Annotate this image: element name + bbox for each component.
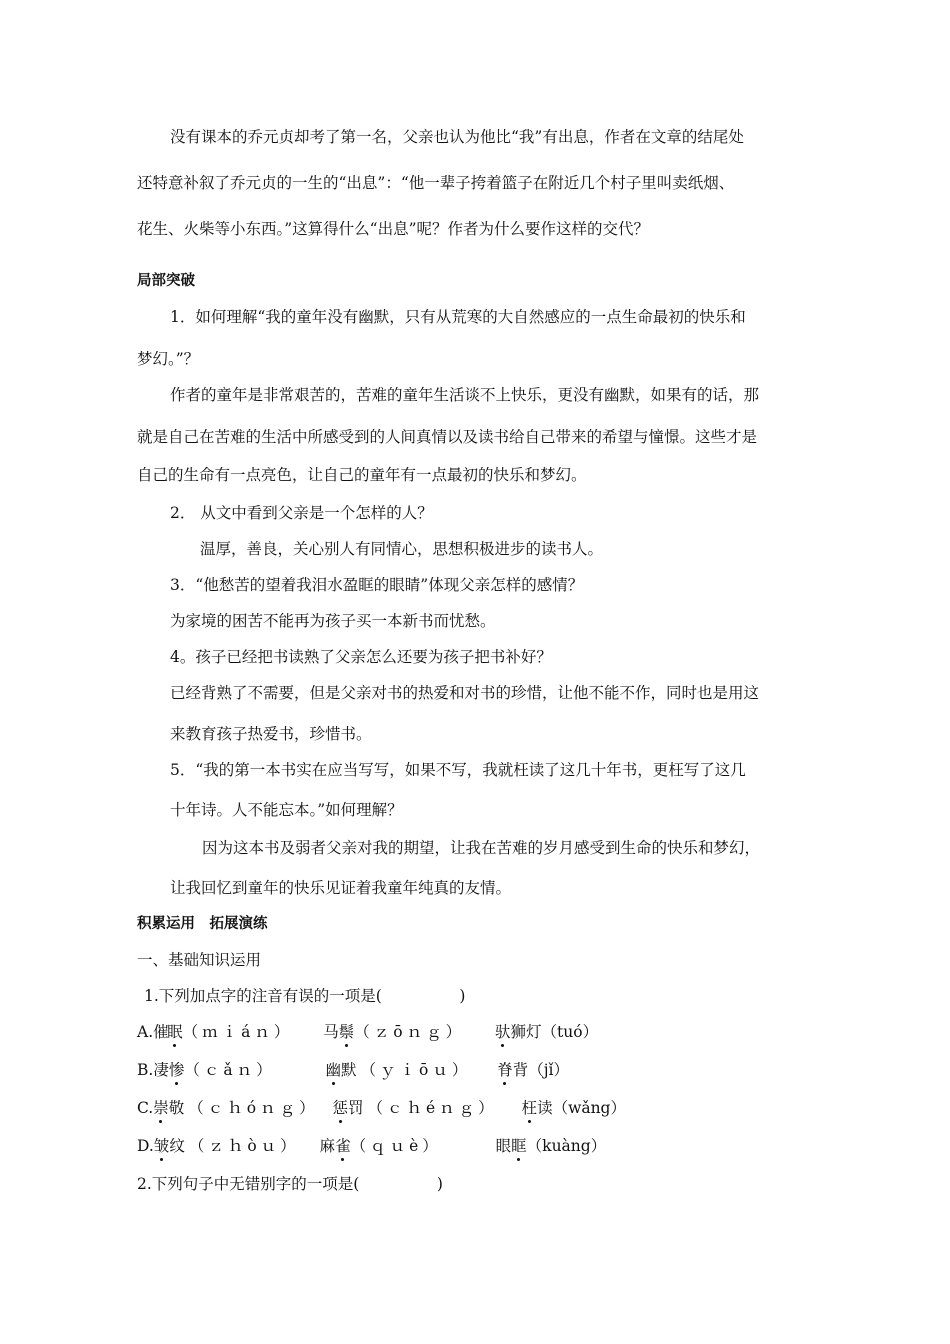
section-heading-accumulate: 积累运用 拓展演练 — [137, 916, 268, 932]
option-a-item-2-dotted: 鬃 — [338, 1023, 355, 1041]
answer-2: 温厚，善良，关心别人有同情心，思想积极进步的读书人。 — [200, 540, 604, 558]
option-label: C. — [137, 1099, 154, 1117]
option-d-item-3-pre: 眼 — [495, 1137, 512, 1155]
option-a — [137, 1022, 598, 1042]
option-b-item-1-dotted: 惨 — [168, 1061, 185, 1079]
option-b-item-3-dotted: 脊 — [497, 1061, 513, 1079]
question-3: 3．“他愁苦的望着我泪水盈眶的眼睛”体现父亲怎样的感情？ — [170, 576, 584, 594]
intro-line-3: 花生、火柴等小东西。”这算得什么“出息”呢？作者为什么要作这样的交代？ — [137, 220, 650, 238]
option-c-item-1-dotted: 崇 — [153, 1099, 169, 1117]
answer-4-line-2: 来教育孩子热爱书，珍惜书。 — [170, 725, 372, 743]
option-label: A. — [137, 1023, 154, 1041]
option-c-item-1-rest: 敬（ｃｈóｎｇ） — [168, 1099, 319, 1117]
option-a-item-1-pre: 催 — [153, 1023, 169, 1041]
option-a-item-3-pinyin: （tuó） — [541, 1023, 599, 1041]
option-b-item-2-dotted: 幽 — [325, 1061, 341, 1079]
option-d — [137, 1136, 606, 1156]
option-b — [137, 1060, 569, 1080]
option-c-item-2-rest: 罚（ｃｈéｎｇ） — [347, 1099, 498, 1117]
option-b-item-3-rest: 背（jǐ） — [512, 1061, 569, 1079]
mc-question-2: 2.下列句子中无错别字的一项是( ) — [137, 1175, 443, 1193]
option-a-item-3-dotted: 驮 — [495, 1023, 511, 1041]
option-b-item-1-pinyin: （ｃǎｎ） — [184, 1061, 276, 1079]
intro-line-1: 没有课本的乔元贞却考了第一名，父亲也认为他比“我”有出息，作者在文章的结尾处 — [170, 128, 744, 146]
answer-1-line-3: 自己的生命有一点亮色，让自己的童年有一点最初的快乐和梦幻。 — [137, 466, 587, 484]
subheading-basic-knowledge: 一、基础知识运用 — [137, 951, 262, 969]
option-d-item-1-dotted: 皱 — [153, 1137, 170, 1155]
option-a-item-1-pinyin: （ｍｉáｎ） — [182, 1023, 294, 1041]
option-c-item-3-rest: 读（wǎng） — [537, 1099, 626, 1117]
option-d-item-3-pinyin: （kuàng） — [526, 1137, 607, 1155]
mc-question-1: 1.下列加点字的注音有误的一项是( ) — [144, 987, 466, 1005]
option-a-item-1-dotted: 眠 — [167, 1023, 183, 1041]
option-d-item-1-rest: 纹（ｚｈòｕ） — [169, 1137, 300, 1155]
option-d-item-2-dotted: 雀 — [335, 1137, 351, 1155]
option-c — [137, 1098, 626, 1118]
answer-3: 为家境的困苦不能再为孩子买一本新书而忧愁。 — [170, 612, 496, 630]
answer-4-line-1: 已经背熟了不需要，但是父亲对书的热爱和对书的珍惜，让他不能不作，同时也是用这 — [170, 684, 760, 702]
question-1-line-2: 梦幻。”？ — [137, 350, 200, 368]
option-d-item-2-pinyin: （ｑｕè） — [350, 1137, 442, 1155]
option-label: B. — [137, 1061, 154, 1079]
section-heading-breakthrough: 局部突破 — [137, 273, 195, 289]
option-a-item-2-pinyin: （ｚōｎｇ） — [354, 1023, 466, 1041]
option-a-item-2-pre: 马 — [323, 1023, 339, 1041]
answer-1-line-2: 就是自己在苦难的生活中所感受到的人间真情以及读书给自己带来的希望与憧憬。这些才是 — [137, 428, 758, 446]
question-2: 2． 从文中看到父亲是一个怎样的人？ — [170, 504, 433, 522]
answer-5-line-2: 让我回忆到童年的快乐见证着我童年纯真的友情。 — [170, 879, 512, 897]
option-b-item-1-pre: 凄 — [153, 1061, 169, 1079]
question-5-line-2: 十年诗。人不能忘本。”如何理解？ — [170, 801, 403, 819]
option-d-item-3-dotted: 眶 — [511, 1137, 527, 1155]
question-4: 4。孩子已经把书读熟了父亲怎么还要为孩子把书补好？ — [170, 648, 552, 666]
answer-5-line-1: 因为这本书及弱者父亲对我的期望，让我在苦难的岁月感受到生命的快乐和梦幻， — [202, 839, 761, 857]
option-d-item-2-pre: 麻 — [319, 1137, 336, 1155]
answer-1-line-1: 作者的童年是非常艰苦的，苦难的童年生活谈不上快乐，更没有幽默，如果有的话，那 — [170, 386, 760, 404]
option-c-item-2-dotted: 惩 — [332, 1099, 348, 1117]
question-5-line-1: 5．“我的第一本书实在应当写写，如果不写，我就枉读了这几十年书，更枉写了这几 — [170, 761, 746, 779]
intro-line-2: 还特意补叙了乔元贞的一生的“出息”：“他一辈子挎着篮子在附近几个村子里叫卖纸烟、 — [137, 174, 735, 192]
question-1-line-1: 1．如何理解“我的童年没有幽默，只有从荒寒的大自然感应的一点生命最初的快乐和 — [170, 308, 746, 326]
option-a-item-3-rest: 狮灯 — [510, 1023, 542, 1041]
option-c-item-3-dotted: 枉 — [521, 1099, 538, 1117]
option-label: D. — [137, 1137, 154, 1155]
option-b-item-2-rest: 默（ｙｉōｕ） — [341, 1061, 472, 1079]
